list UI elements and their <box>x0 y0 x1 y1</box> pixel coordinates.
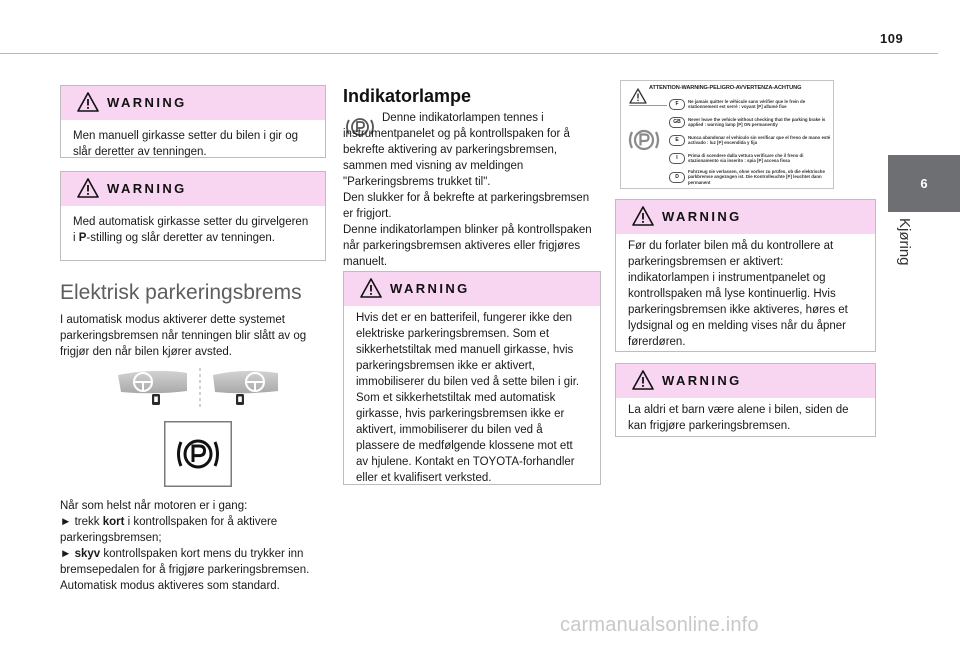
chapter-tab[interactable] <box>888 155 960 212</box>
lang-badge: I <box>669 153 685 164</box>
warning-text: Hvis det er en batterifeil, fungerer ikke den elektriske parkeringsbremsen. Som et sikkerhetstiltak med manuell girkasse, hvis parkeringsbremsen ikke er aktivert, immobiliserer du bilen ved å sette bilen i gir. Som et sikkerhetstiltak med automatisk girkasse, hvis parkeringsbremsen ikke er aktivert, immobiliserer du bilen ved å plassere de medfølgende klossene mot ett av hjulene. Kontakt en TOYOTA-forhandler eller et kvalifisert verksted. <box>356 312 580 484</box>
warning-box-5 <box>615 363 876 437</box>
step-emphasis: skyv <box>74 548 101 560</box>
indicator-p2: Den slukker for å bekrefte at parkeringsbremsen er frigjort. <box>343 192 590 220</box>
chapter-label: Kjøring <box>896 218 913 266</box>
lang-text: Prima di scendere dalla vettura verificare che il freno di stazionamento sia inserito : spia [P] accesa fissa <box>688 152 804 163</box>
sticker-parking-brake-icon <box>625 125 663 155</box>
indicator-heading: Indikatorlampe <box>343 86 472 106</box>
section-intro <box>60 312 328 360</box>
warning-header <box>344 272 600 306</box>
lang-text: Ne jamais quitter le véhicule sans vérifier que le frein de stationnement est serré : voyant [P] allumé fixe <box>688 98 806 109</box>
warning-box-1 <box>60 85 326 158</box>
list-intro: Når som helst når motoren er i gang: <box>60 500 248 512</box>
closing-text: Automatisk modus aktiveres som standard. <box>60 580 280 592</box>
warning-triangle-icon <box>77 178 99 198</box>
warning-triangle-icon <box>77 92 99 112</box>
bullet: ► <box>60 516 75 528</box>
indicator-text <box>343 110 601 270</box>
watermark: carmanualsonline.info <box>560 614 759 636</box>
warning-text <box>73 214 313 246</box>
lang-text: Nunca abandonar el vehículo sin verificar que el freno de mano esté activado : luz [P] encendida y fija <box>688 134 831 145</box>
warning-text: La aldri et barn være alene i bilen, siden de kan frigjøre parkeringsbremsen. <box>628 404 849 432</box>
sticker-row <box>669 113 833 131</box>
warning-title: WARNING <box>107 181 187 196</box>
step-text: kontrollspaken kort mens du trykker inn bremsepedalen for å frigjøre parkeringsbremsen. <box>60 548 310 576</box>
warning-title: WARNING <box>107 95 187 110</box>
warning-text: Før du forlater bilen må du kontrollere at parkeringsbremsen er aktivert: indikatorlampen i instrumentpanelet og kontrollspaken må lyse kontinuerlig. Hvis parkeringsbremsen ikke aktiveres, høres et lydsignal og en melding vises når du åpner førerdøren. <box>628 240 848 348</box>
parking-brake-control-illustration <box>115 365 285 410</box>
sticker-row <box>669 95 833 113</box>
step-text: i kontrollspaken for å aktivere parkeringsbremsen; <box>60 516 278 544</box>
sticker-row <box>669 149 833 167</box>
step-activate <box>60 514 332 546</box>
sticker-row <box>669 131 833 149</box>
chapter-number: 6 <box>920 176 928 191</box>
warning-triangle-icon <box>360 278 382 298</box>
warning-box-2 <box>60 171 326 261</box>
operation-steps <box>60 498 332 594</box>
sticker-warning-triangle-icon <box>629 88 647 104</box>
lang-badge: D <box>669 172 685 183</box>
gear-position-p: P <box>78 232 87 244</box>
bullet: ► <box>60 548 75 560</box>
section-heading: Elektrisk parkeringsbrems <box>60 281 302 304</box>
parking-brake-icon <box>164 421 232 487</box>
header-rule <box>0 53 938 54</box>
sticker-lang-rows <box>669 95 833 187</box>
warning-title: WARNING <box>662 209 742 224</box>
warning-triangle-icon <box>632 370 654 390</box>
warning-header <box>61 172 325 206</box>
lang-text: Fahrzeug nie verlassen, ohne vorher zu prüfen, ob die elektrische parkbremse angezogen ist. Die Kontrolleuchte [P] leuchtet dann permanent <box>688 168 825 185</box>
warning-text-part: -stilling og slår deretter av tenningen. <box>86 232 275 244</box>
warning-box-3 <box>343 271 601 485</box>
warning-header <box>61 86 325 120</box>
lang-badge: F <box>669 99 685 110</box>
warning-header <box>616 364 875 398</box>
page-number: 109 <box>880 31 904 46</box>
warning-title: WARNING <box>390 281 470 296</box>
sticker-row <box>669 167 833 187</box>
sticker-rule <box>629 105 667 106</box>
warning-sticker <box>620 80 834 189</box>
warning-box-4 <box>615 199 876 352</box>
step-emphasis: kort <box>102 516 125 528</box>
warning-header <box>616 200 875 234</box>
warning-text-part: Med automatisk girkasse setter du girvelgeren i <box>73 216 309 244</box>
intro-text: I automatisk modus aktiverer dette systemet parkeringsbremsen når tenningen blir slått av og frigjør den når bilen kjører avsted. <box>60 314 307 358</box>
warning-triangle-icon <box>632 206 654 226</box>
lang-badge: E <box>669 135 685 146</box>
lang-badge: GB <box>669 117 685 128</box>
step-release <box>60 546 332 578</box>
sticker-header: ATTENTION-WARNING-PELIGRO-AVVERTENZA-ACHTUNG <box>649 85 802 91</box>
warning-title: WARNING <box>662 373 742 388</box>
lang-text: Never leave the vehicle without checking that the parking brake is applied : warning lamp [P] ON permanently <box>688 116 826 127</box>
indicator-p1: Denne indikatorlampen tennes i instrumentpanelet og på kontrollspaken for å bekrefte aktivering av parkeringsbremsen, sammen med visning av meldingen "Parkeringsbrems trukket til". <box>343 112 570 188</box>
warning-text: Men manuell girkasse setter du bilen i gir og slår deretter av tenningen. <box>73 130 299 158</box>
step-text: trekk <box>74 516 103 528</box>
indicator-p3: Denne indikatorlampen blinker på kontrollspaken når parkeringsbremsen aktiveres eller frigjøres manuelt. <box>343 224 592 268</box>
